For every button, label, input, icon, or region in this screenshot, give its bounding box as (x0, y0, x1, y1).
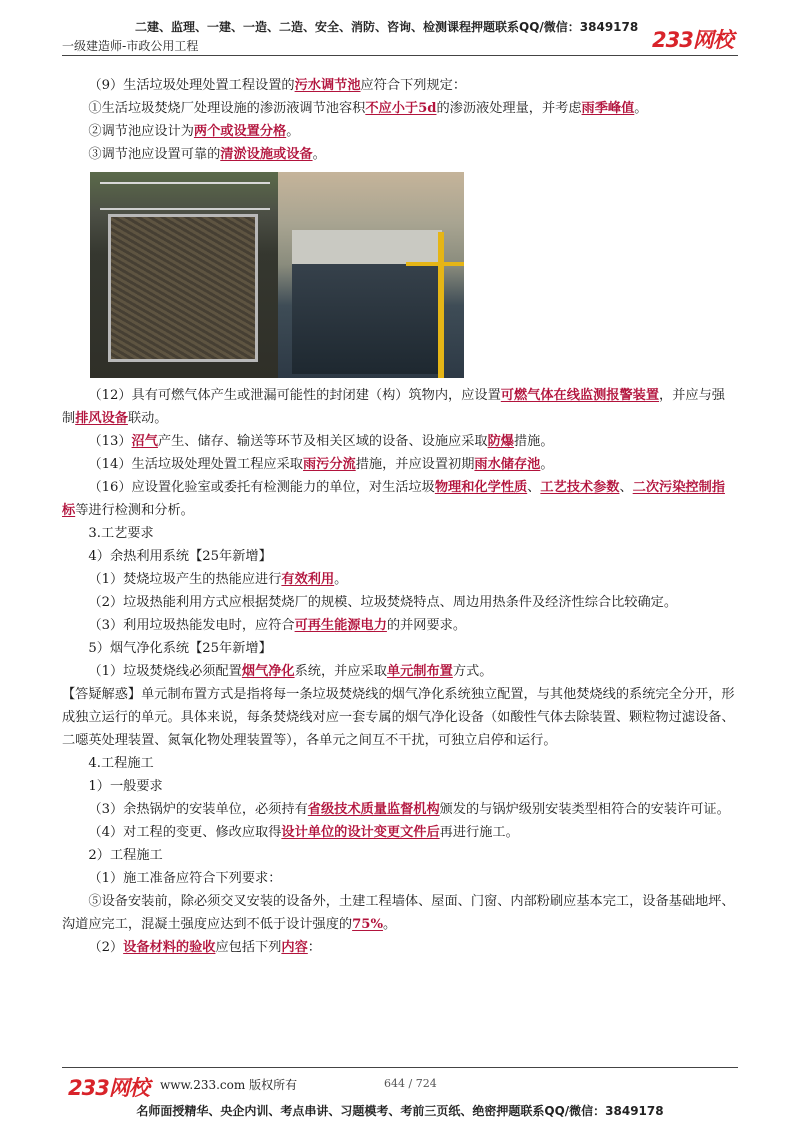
paragraph-text: （1）垃圾焚烧线必须配置 (88, 664, 242, 679)
paragraph (62, 545, 738, 568)
key-term: 75% (352, 917, 384, 932)
key-term: 污水调节池 (294, 78, 361, 93)
key-term: 不应小于5d (365, 101, 437, 116)
paragraph-text: ③调节池应设置可靠的 (88, 147, 221, 162)
paragraph (62, 637, 738, 660)
key-term: 雨季峰值 (581, 101, 635, 116)
paragraph (62, 522, 738, 545)
paragraph (62, 476, 738, 522)
paragraph-text: 。 (312, 147, 326, 162)
paragraph (62, 384, 738, 430)
key-term: 设计单位的设计变更文件后 (281, 825, 440, 840)
paragraph-text: 联动。 (127, 411, 168, 426)
key-term: 单元制布置 (386, 664, 453, 679)
paragraph-text: （16）应设置化验室或委托有检测能力的单位，对生活垃圾 (88, 480, 435, 495)
header-logo: 233网校 (652, 28, 733, 52)
key-term: 防爆 (487, 434, 514, 449)
key-term: 沼气 (131, 434, 158, 449)
paragraph (62, 143, 738, 166)
footer-promo-line: 名师面授精华、央企内训、考点串讲、习题模考、考前三页纸、绝密押题联系QQ/微信：3849178 (136, 1104, 664, 1118)
key-term: 烟气净化 (241, 664, 295, 679)
paragraph (62, 821, 738, 844)
key-term: 设备材料的验收 (123, 940, 216, 955)
paragraph-text: （1）焚烧垃圾产生的热能应进行 (88, 572, 282, 587)
paragraph (62, 890, 738, 936)
key-term: 两个或设置分格 (193, 124, 287, 139)
paragraph-text: 1）一般要求 (88, 779, 163, 794)
footer-divider (62, 1067, 738, 1068)
paragraph-text: 、 (527, 480, 541, 495)
paragraph-group-top (62, 74, 738, 166)
key-term: 省级技术质量监督机构 (307, 802, 440, 817)
paragraph-text: 的渗沥液处理量，并考虑 (436, 101, 582, 116)
paragraph (62, 568, 738, 591)
paragraph (62, 798, 738, 821)
paragraph-text: （14）生活垃圾处理处置工程应采取 (88, 457, 303, 472)
paragraph (62, 614, 738, 637)
paragraph-text: 。 (383, 917, 397, 932)
paragraph-text: ： (307, 940, 321, 955)
key-term: 可再生能源电力 (294, 618, 387, 633)
key-term: 雨水储存池 (474, 457, 541, 472)
key-term: 二次污染控制指标 (62, 480, 725, 518)
paragraph (62, 453, 738, 476)
paragraph-text: 2）工程施工 (88, 848, 163, 863)
key-term: 内容 (281, 940, 308, 955)
paragraph-text: ，并应与强制 (62, 388, 725, 426)
paragraph-text: （12）具有可燃气体产生或泄漏可能性的封闭建（构）筑物内，应设置 (88, 388, 501, 403)
paragraph-text: ②调节池应设计为 (88, 124, 194, 139)
key-term: 物理和化学性质 (434, 480, 528, 495)
paragraph-text: 5）烟气净化系统【25年新增】 (88, 641, 272, 656)
paragraph (62, 844, 738, 867)
paragraph-text: 、 (619, 480, 633, 495)
header-promo-line: 二建、监理、一建、一造、二造、安全、消防、咨询、检测课程押题联系QQ/微信：3849178 (135, 20, 639, 34)
paragraph-text: 。 (634, 101, 648, 116)
key-term: 雨污分流 (302, 457, 356, 472)
paragraph (62, 660, 738, 683)
key-term: 工艺技术参数 (540, 480, 620, 495)
paragraph (62, 120, 738, 143)
paragraph (62, 752, 738, 775)
paragraph-text: （3）余热锅炉的安装单位，必须持有 (88, 802, 308, 817)
paragraph-text: 。 (540, 457, 554, 472)
paragraph-text: 措施，并应设置初期 (355, 457, 475, 472)
paragraph-text: （1）施工准备应符合下列要求： (88, 871, 282, 886)
paragraph-text: 产生、储存、输送等环节及相关区域的设备、设施应采取 (157, 434, 488, 449)
paragraph-text: （2）垃圾热能利用方式应根据焚烧厂的规模、垃圾焚烧特点、周边用热条件及经济性综合比较确定。 (88, 595, 678, 610)
paragraph-text: 。 (334, 572, 348, 587)
paragraph-text: 方式。 (452, 664, 493, 679)
paragraph-text: 的并网要求。 (386, 618, 467, 633)
document-body (62, 74, 738, 959)
paragraph-text: （13） (88, 434, 132, 449)
paragraph-text: ①生活垃圾焚烧厂处理设施的渗沥液调节池容积 (88, 101, 366, 116)
paragraph-text: （4）对工程的变更、修改应取得 (88, 825, 282, 840)
paragraph (62, 97, 738, 120)
footer-logo: 233网校 (68, 1076, 149, 1100)
paragraph-text: 3.工艺要求 (88, 526, 154, 541)
paragraph (62, 591, 738, 614)
header-subject: 一级建造师-市政公用工程 (62, 39, 199, 53)
paragraph-text: 等进行检测和分析。 (75, 503, 194, 518)
paragraph-text: 4）余热利用系统【25年新增】 (88, 549, 272, 564)
photo-row (90, 172, 738, 378)
paragraph-text: 措施。 (513, 434, 554, 449)
paragraph-text: （2） (88, 940, 124, 955)
paragraph-text: 4.工程施工 (88, 756, 154, 771)
paragraph-text: 系统，并应采取 (294, 664, 387, 679)
paragraph (62, 775, 738, 798)
paragraph-text: 应包括下列 (215, 940, 282, 955)
paragraph-text: 应符合下列规定： (360, 78, 467, 93)
paragraph (62, 867, 738, 890)
paragraph (62, 74, 738, 97)
paragraph-text: 再进行施工。 (439, 825, 519, 840)
paragraph-text: 。 (286, 124, 300, 139)
key-term: 清淤设施或设备 (220, 147, 313, 162)
paragraph (62, 430, 738, 453)
paragraph-text: （9）生活垃圾处理处置工程设置的 (88, 78, 295, 93)
photo-regulating-pool (278, 172, 464, 378)
key-term: 有效利用 (281, 572, 335, 587)
footer-copyright: www.233.com 版权所有 (160, 1078, 298, 1092)
paragraph (62, 936, 738, 959)
page-number: 644 / 724 (384, 1077, 437, 1090)
paragraph-text: ⑤设备安装前，除必须交叉安装的设备外，土建工程墙体、屋面、门窗、内部粉刷应基本完工，设备基础地坪、沟道应完工，混凝土强度应达到不低于设计强度的 (62, 894, 735, 932)
header-divider (62, 55, 738, 56)
paragraph-text: （3）利用垃圾热能发电时，应符合 (88, 618, 295, 633)
key-term: 排风设备 (75, 411, 128, 426)
paragraph-group-main (62, 384, 738, 959)
paragraph-text: 颁发的与锅炉级别安装类型相符合的安装许可证。 (439, 802, 730, 817)
paragraph-text: 【答疑解惑】单元制布置方式是指将每一条垃圾焚烧线的烟气净化系统独立配置，与其他焚烧线的系统完全分开，形成独立运行的单元。具体来说，每条焚烧线对应一套专属的烟气净化设备（如酸性气体去除装置、颗粒物过滤设备、二噁英处理装置、氮氧化物处理装置等），各单元之间互不干扰，可独立启停和运行。 (62, 687, 735, 748)
photo-leachate-tank (90, 172, 278, 378)
paragraph (62, 683, 738, 752)
key-term: 可燃气体在线监测报警装置 (500, 388, 660, 403)
